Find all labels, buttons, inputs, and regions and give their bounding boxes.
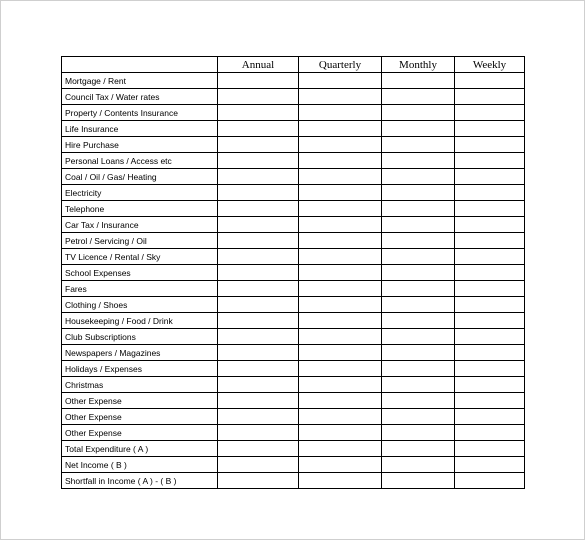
quarterly-cell [299,137,382,153]
monthly-cell [382,89,455,105]
table-row [62,73,525,89]
row-label: Other Expense [62,409,218,425]
header-quarterly: Quarterly [299,57,382,73]
quarterly-cell [299,409,382,425]
row-label: Life Insurance [62,121,218,137]
monthly-cell [382,281,455,297]
weekly-cell [455,393,525,409]
header-row [62,57,525,73]
weekly-cell [455,281,525,297]
row-label: Coal / Oil / Gas/ Heating [62,169,218,185]
monthly-cell [382,377,455,393]
weekly-cell [455,201,525,217]
table-row [62,313,525,329]
table-row [62,217,525,233]
monthly-cell [382,297,455,313]
quarterly-cell [299,153,382,169]
quarterly-cell [299,441,382,457]
quarterly-cell [299,377,382,393]
annual-cell [218,73,299,89]
quarterly-cell [299,105,382,121]
quarterly-cell [299,393,382,409]
table-row [62,233,525,249]
monthly-cell [382,121,455,137]
table-row [62,441,525,457]
row-label: Housekeeping / Food / Drink [62,313,218,329]
row-label: School Expenses [62,265,218,281]
annual-cell [218,361,299,377]
table-row [62,473,525,489]
header-monthly: Monthly [382,57,455,73]
quarterly-cell [299,73,382,89]
quarterly-cell [299,185,382,201]
quarterly-cell [299,457,382,473]
table-row [62,249,525,265]
table-row [62,329,525,345]
row-label: Club Subscriptions [62,329,218,345]
monthly-cell [382,457,455,473]
quarterly-cell [299,121,382,137]
table-row [62,105,525,121]
monthly-cell [382,249,455,265]
weekly-cell [455,457,525,473]
monthly-cell [382,217,455,233]
annual-cell [218,377,299,393]
row-label: Property / Contents Insurance [62,105,218,121]
quarterly-cell [299,473,382,489]
weekly-cell [455,121,525,137]
row-label: Shortfall in Income ( A ) - ( B ) [62,473,218,489]
table-row [62,457,525,473]
annual-cell [218,297,299,313]
table-row [62,185,525,201]
monthly-cell [382,153,455,169]
weekly-cell [455,441,525,457]
weekly-cell [455,105,525,121]
annual-cell [218,233,299,249]
annual-cell [218,265,299,281]
table-row [62,265,525,281]
table-row [62,201,525,217]
table-row [62,89,525,105]
table-row [62,153,525,169]
weekly-cell [455,377,525,393]
row-label: Car Tax / Insurance [62,217,218,233]
annual-cell [218,425,299,441]
monthly-cell [382,265,455,281]
row-label: Fares [62,281,218,297]
row-label: Electricity [62,185,218,201]
weekly-cell [455,425,525,441]
table-row [62,137,525,153]
row-label: Holidays / Expenses [62,361,218,377]
annual-cell [218,441,299,457]
quarterly-cell [299,329,382,345]
table-row [62,393,525,409]
table-row [62,425,525,441]
annual-cell [218,185,299,201]
monthly-cell [382,137,455,153]
annual-cell [218,473,299,489]
annual-cell [218,217,299,233]
monthly-cell [382,409,455,425]
monthly-cell [382,169,455,185]
weekly-cell [455,217,525,233]
weekly-cell [455,313,525,329]
weekly-cell [455,73,525,89]
table-row [62,361,525,377]
weekly-cell [455,409,525,425]
annual-cell [218,249,299,265]
header-annual: Annual [218,57,299,73]
table-row [62,377,525,393]
table-row [62,281,525,297]
annual-cell [218,281,299,297]
weekly-cell [455,297,525,313]
monthly-cell [382,425,455,441]
row-label: TV Licence / Rental / Sky [62,249,218,265]
budget-table-body [62,73,525,489]
monthly-cell [382,361,455,377]
annual-cell [218,393,299,409]
annual-cell [218,169,299,185]
monthly-cell [382,185,455,201]
weekly-cell [455,329,525,345]
row-label: Petrol / Servicing / Oil [62,233,218,249]
row-label: Other Expense [62,393,218,409]
quarterly-cell [299,361,382,377]
table-row [62,121,525,137]
weekly-cell [455,361,525,377]
weekly-cell [455,153,525,169]
row-label: Clothing / Shoes [62,297,218,313]
weekly-cell [455,473,525,489]
quarterly-cell [299,89,382,105]
weekly-cell [455,185,525,201]
monthly-cell [382,313,455,329]
monthly-cell [382,73,455,89]
weekly-cell [455,169,525,185]
quarterly-cell [299,217,382,233]
weekly-cell [455,233,525,249]
quarterly-cell [299,233,382,249]
quarterly-cell [299,169,382,185]
quarterly-cell [299,313,382,329]
monthly-cell [382,393,455,409]
monthly-cell [382,105,455,121]
weekly-cell [455,265,525,281]
annual-cell [218,89,299,105]
row-label: Hire Purchase [62,137,218,153]
row-label: Total Expenditure ( A ) [62,441,218,457]
header-weekly: Weekly [455,57,525,73]
quarterly-cell [299,281,382,297]
row-label: Telephone [62,201,218,217]
quarterly-cell [299,425,382,441]
annual-cell [218,457,299,473]
quarterly-cell [299,201,382,217]
monthly-cell [382,201,455,217]
monthly-cell [382,441,455,457]
row-label: Mortgage / Rent [62,73,218,89]
weekly-cell [455,249,525,265]
monthly-cell [382,473,455,489]
annual-cell [218,409,299,425]
row-label: Council Tax / Water rates [62,89,218,105]
row-label: Other Expense [62,425,218,441]
row-label: Christmas [62,377,218,393]
monthly-cell [382,329,455,345]
row-label: Newspapers / Magazines [62,345,218,361]
table-row [62,297,525,313]
annual-cell [218,201,299,217]
monthly-cell [382,233,455,249]
annual-cell [218,105,299,121]
weekly-cell [455,345,525,361]
quarterly-cell [299,297,382,313]
table-row [62,169,525,185]
row-label: Personal Loans / Access etc [62,153,218,169]
header-label-cell [62,57,218,73]
table-row [62,409,525,425]
annual-cell [218,345,299,361]
quarterly-cell [299,345,382,361]
annual-cell [218,121,299,137]
annual-cell [218,313,299,329]
weekly-cell [455,137,525,153]
weekly-cell [455,89,525,105]
budget-table [61,56,525,489]
monthly-cell [382,345,455,361]
quarterly-cell [299,249,382,265]
annual-cell [218,137,299,153]
annual-cell [218,153,299,169]
annual-cell [218,329,299,345]
quarterly-cell [299,265,382,281]
table-row [62,345,525,361]
row-label: Net Income ( B ) [62,457,218,473]
